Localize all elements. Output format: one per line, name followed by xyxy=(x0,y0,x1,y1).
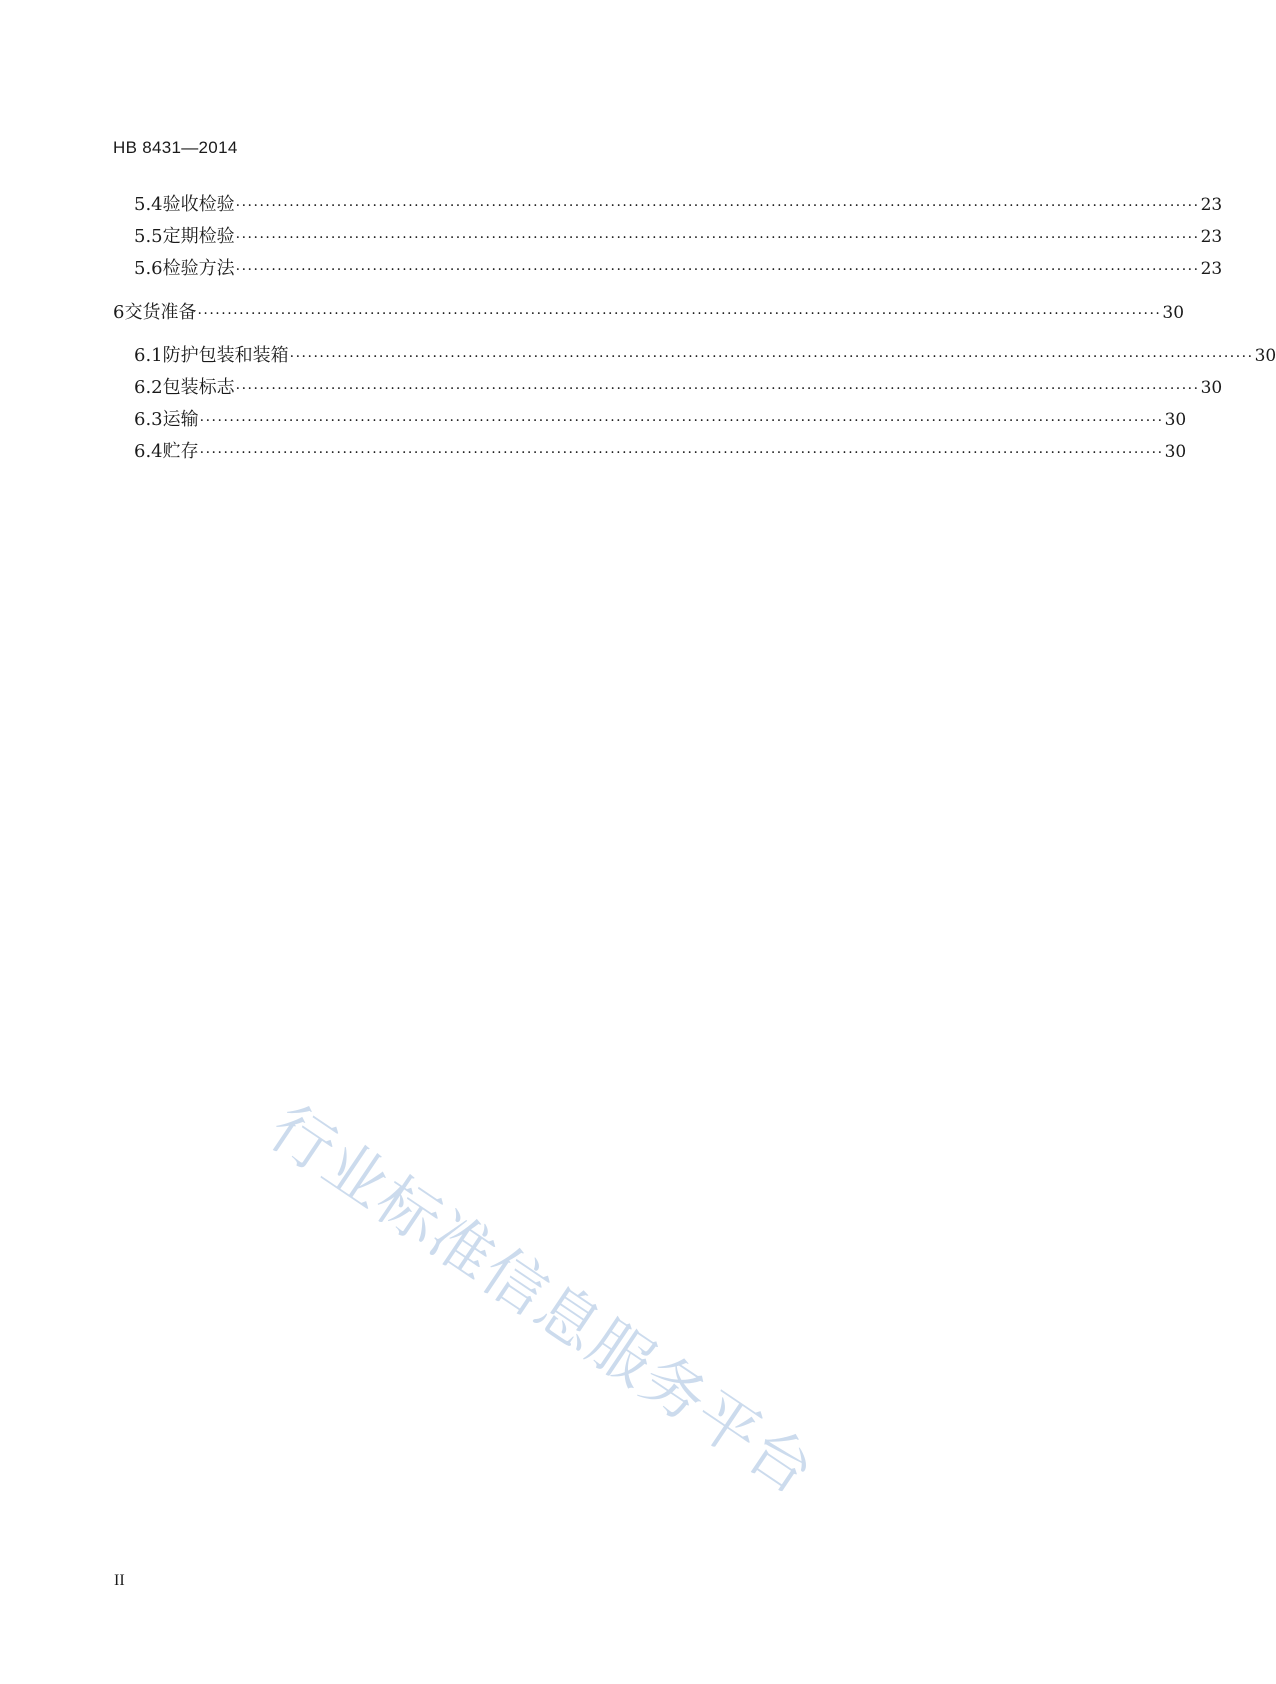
toc-dot-leader: ·································································································································································· xyxy=(235,230,1200,246)
toc-entry-page: 30 xyxy=(1164,442,1187,462)
toc-entry[interactable] xyxy=(134,375,1223,401)
toc-entry-number: 5.4 xyxy=(134,194,163,215)
toc-dot-leader: ·································································································································································· xyxy=(289,349,1254,365)
toc-dot-leader: ·································································································································································· xyxy=(235,198,1200,214)
toc-entry[interactable] xyxy=(134,439,1187,465)
toc-entry-page: 30 xyxy=(1200,378,1223,398)
toc-entry-number: 6.4 xyxy=(134,441,163,462)
toc-entry[interactable] xyxy=(134,407,1187,433)
toc-entry-title: 交货准备 xyxy=(124,302,197,323)
toc-entry-title: 贮存 xyxy=(162,441,199,462)
toc-entry-page: 30 xyxy=(1164,410,1187,430)
toc-entry-title: 检验方法 xyxy=(162,258,235,279)
toc-dot-leader: ·································································································································································· xyxy=(235,262,1200,278)
toc-entry-page: 23 xyxy=(1200,227,1223,247)
page-number: II xyxy=(114,1572,125,1589)
toc-entry[interactable] xyxy=(113,300,1185,326)
toc-entry[interactable] xyxy=(134,343,1276,369)
toc-entry[interactable] xyxy=(134,256,1223,282)
toc-entry-number: 6 xyxy=(113,302,125,323)
toc-entry-page: 30 xyxy=(1254,346,1276,366)
toc-entry-title: 包装标志 xyxy=(162,377,235,398)
toc-dot-leader: ·································································································································································· xyxy=(197,306,1162,322)
toc-entry[interactable] xyxy=(134,192,1223,218)
toc-entry-title: 防护包装和装箱 xyxy=(162,345,289,366)
toc-entry-title: 运输 xyxy=(162,409,199,430)
toc-entry-page: 23 xyxy=(1200,195,1223,215)
toc-entry[interactable] xyxy=(134,224,1223,250)
toc-entry-number: 6.1 xyxy=(134,345,163,366)
toc-entry-page: 30 xyxy=(1162,303,1185,323)
toc-entry-page: 23 xyxy=(1200,259,1223,279)
toc-entry-title: 定期检验 xyxy=(162,226,235,247)
document-id-header: HB 8431—2014 xyxy=(113,138,238,157)
watermark-text: 行业标准信息服务平台 xyxy=(256,1090,829,1510)
toc-entry-number: 6.2 xyxy=(134,377,163,398)
toc-dot-leader: ·································································································································································· xyxy=(235,381,1200,397)
toc-dot-leader: ·································································································································································· xyxy=(199,445,1164,461)
toc-entry-number: 6.3 xyxy=(134,409,163,430)
toc-entry-title: 验收检验 xyxy=(162,194,235,215)
toc-entry-number: 5.5 xyxy=(134,226,163,247)
toc-dot-leader: ·································································································································································· xyxy=(199,413,1164,429)
toc-entry-number: 5.6 xyxy=(134,258,163,279)
